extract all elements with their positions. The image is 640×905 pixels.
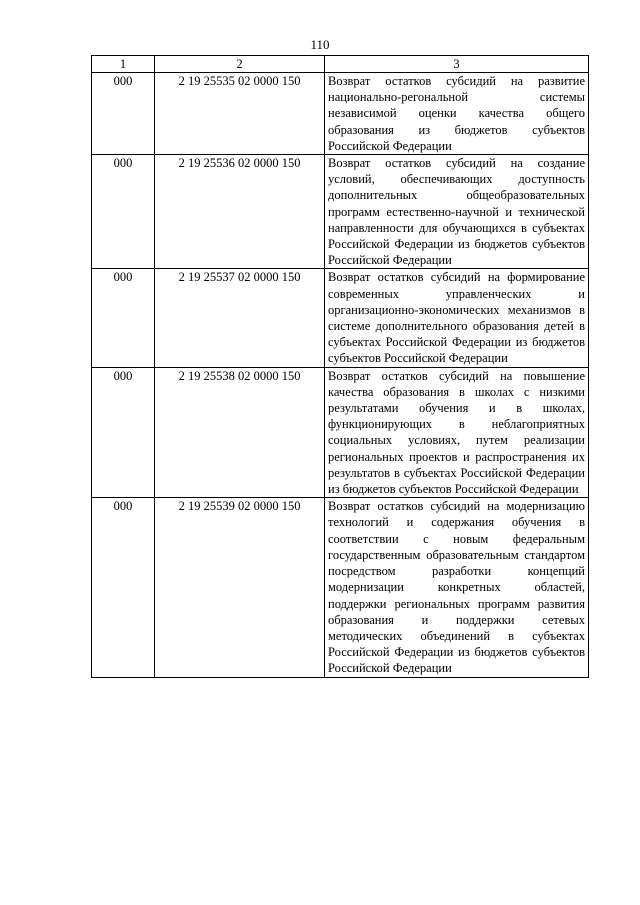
- budget-code-cell: 2 19 25535 02 0000 150: [155, 73, 325, 155]
- admin-code-cell: 000: [92, 367, 155, 498]
- description-cell: Возврат остатков субсидий на развитие национально-регональной системы независимой оценки качества общего образования из бюджетов субъектов Российской Федерации: [325, 73, 589, 155]
- description-cell: Возврат остатков субсидий на формирование современных управленческих и организационно-экономических механизмов в системе дополнительного образования детей в субъектах Российской Федерации из бюджетов субъектов Российской Федерации: [325, 269, 589, 367]
- budget-code-cell: 2 19 25538 02 0000 150: [155, 367, 325, 498]
- budget-classification-table: [91, 55, 589, 678]
- description-cell: Возврат остатков субсидий на повышение качества образования в школах с низкими результатами обучения и в школах, функционирующих в неблагоприятных социальных условиях, путем реализации региональных проектов и распространения их результатов в субъектах Российской Федерации из бюджетов субъектов Российской Федерации: [325, 367, 589, 498]
- admin-code-cell: 000: [92, 269, 155, 367]
- description-cell: Возврат остатков субсидий на создание условий, обеспечивающих доступность дополнительных общеобразовательных программ естественно-научной и технической направленности для обучающихся в субъектах Российской Федерации из бюджетов субъектов Российской Федерации: [325, 155, 589, 269]
- admin-code-cell: 000: [92, 73, 155, 155]
- table-header-row: [92, 56, 589, 73]
- table-row: [92, 155, 589, 269]
- budget-code-cell: 2 19 25536 02 0000 150: [155, 155, 325, 269]
- description-cell: Возврат остатков субсидий на модернизацию технологий и содержания обучения в соответствии с новым федеральным государственным образовательным стандартом посредством разработки концепций модернизации конкретных областей, поддержки региональных программ развития образования и поддержки сетевых методических объединений в субъектах Российской Федерации из бюджетов субъектов Российской Федерации: [325, 498, 589, 677]
- table-row: [92, 367, 589, 498]
- column-header-3: 3: [325, 56, 589, 73]
- page-number: 110: [310, 37, 330, 52]
- admin-code-cell: 000: [92, 155, 155, 269]
- table-row: [92, 269, 589, 367]
- budget-code-cell: 2 19 25537 02 0000 150: [155, 269, 325, 367]
- table-row: [92, 498, 589, 677]
- budget-code-cell: 2 19 25539 02 0000 150: [155, 498, 325, 677]
- admin-code-cell: 000: [92, 498, 155, 677]
- column-header-1: 1: [92, 56, 155, 73]
- table-row: [92, 73, 589, 155]
- column-header-2: 2: [155, 56, 325, 73]
